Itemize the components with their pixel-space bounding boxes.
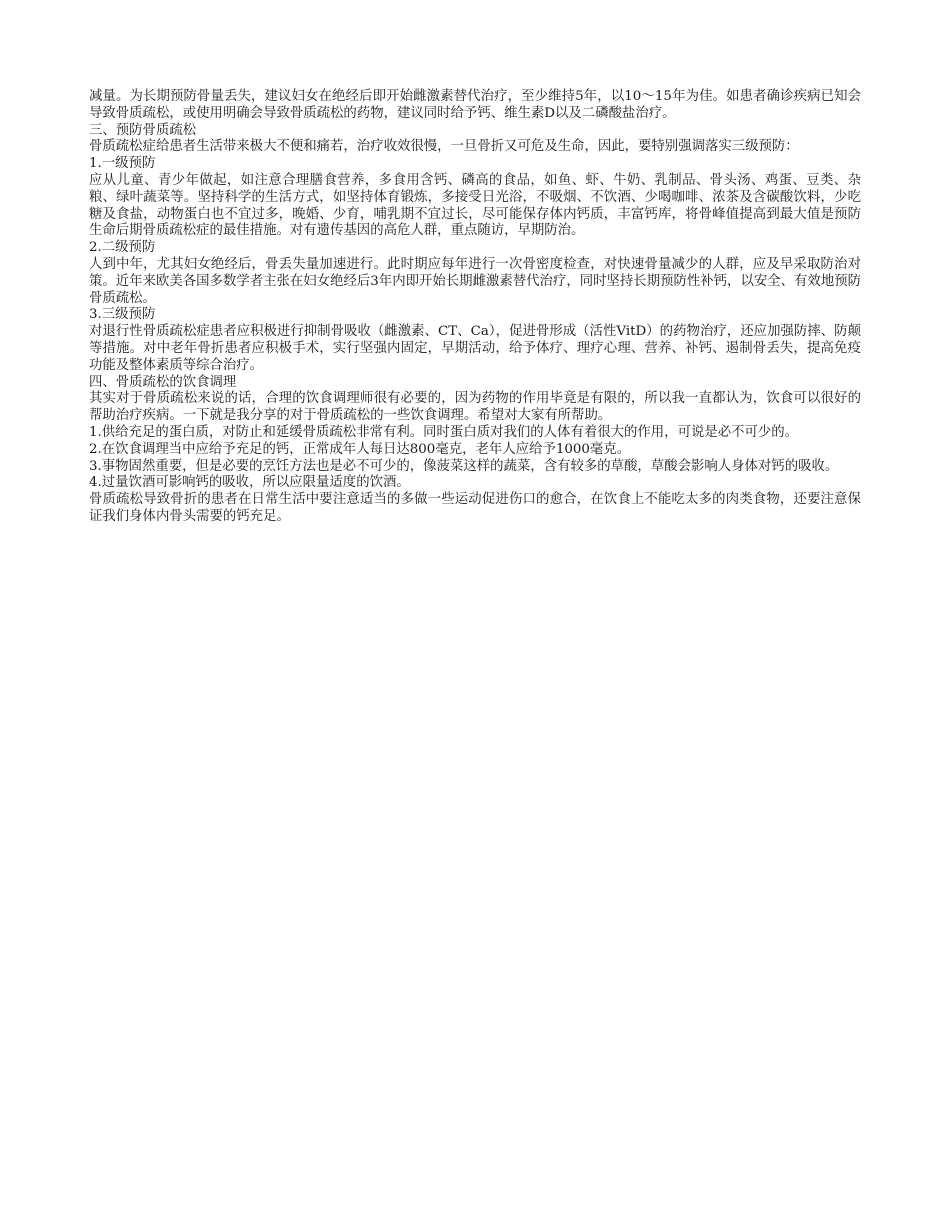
paragraph-hrt-intro: 减量。为长期预防骨量丢失，建议妇女在绝经后即开始雌激素替代治疗，至少维持5年，以10～15年为佳。如患者确诊疾病已知会导致骨质疏松，或使用明确会导致骨质疏松的药物，建议同时给予钙、维生素D以及二磷酸盐治疗。 (89, 89, 861, 121)
section-heading-diet: 四、骨质疏松的饮食调理 (89, 374, 237, 390)
paragraph-tertiary-prevention: 对退行性骨质疏松症患者应积极进行抑制骨吸收（雌激素、CT、Ca），促进骨形成（活性VitD）的药物治疗，还应加强防摔、防颠等措施。对中老年骨折患者应积极手术，实行坚强内固定，早期活动，给予体疗、理疗心理、营养、补钙、遏制骨丢失，提高免疫功能及整体素质等综合治疗。 (89, 324, 861, 373)
paragraph-primary-prevention: 应从儿童、青少年做起，如注意合理膳食营养，多食用含钙、磷高的食品，如鱼、虾、牛奶、乳制品、骨头汤、鸡蛋、豆类、杂粮、绿叶蔬菜等。坚持科学的生活方式，如坚持体育锻炼，多接受日光浴，不吸烟、不饮酒、少喝咖啡、浓茶及含碳酸饮料，少吃糖及食盐，动物蛋白也不宜过多，晚婚、少育，哺乳期不宜过长，尽可能保存体内钙质，丰富钙库，将骨峰值提高到最大值是预防生命后期骨质疏松症的最佳措施。对有遗传基因的高危人群，重点随访，早期防治。 (89, 172, 861, 239)
paragraph-conclusion: 骨质疏松导致骨折的患者在日常生活中要注意适当的多做一些运动促进伤口的愈合，在饮食上不能吃太多的肉类食物，还要注意保证我们身体内骨头需要的钙充足。 (89, 492, 861, 524)
diet-item-calcium: 2.在饮食调理当中应给予充足的钙，正常成年人每日达800毫克，老年人应给予1000毫克。 (89, 441, 631, 457)
paragraph-prevention-intro: 骨质疏松症给患者生活带来极大不便和痛若，治疗收效很慢，一旦骨折又可危及生命，因此，要特别强调落实三级预防： (89, 139, 799, 155)
subheading-tertiary-prevention: 3.三级预防 (89, 307, 156, 323)
subheading-primary-prevention: 1.一级预防 (89, 156, 156, 172)
diet-item-protein: 1.供给充足的蛋白质，对防止和延缓骨质疏松非常有利。同时蛋白质对我们的人体有着很大的作用，可说是必不可少的。 (89, 424, 799, 440)
paragraph-diet-intro: 其实对于骨质疏松来说的话，合理的饮食调理师很有必要的，因为药物的作用毕竟是有限的，所以我一直都认为，饮食可以很好的帮助治疗疾病。一下就是我分享的对于骨质疏松的一些饮食调理。希望对大家有所帮助。 (89, 391, 861, 424)
subheading-secondary-prevention: 2.二级预防 (89, 240, 156, 256)
section-heading-prevention: 三、预防骨质疏松 (89, 122, 197, 138)
diet-item-cooking: 3.事物固然重要，但是必要的烹饪方法也是必不可少的，像菠菜这样的蔬菜，含有较多的草酸，草酸会影响人身体对钙的吸收。 (89, 458, 839, 474)
paragraph-secondary-prevention: 人到中年，尤其妇女绝经后，骨丢失量加速进行。此时期应每年进行一次骨密度检查，对快速骨量减少的人群，应及早采取防治对策。近年来欧美各国多数学者主张在妇女绝经后3年内即开始长期雌激素替代治疗，同时坚持长期预防性补钙，以安全、有效地预防骨质疏松。 (89, 256, 861, 306)
document-body (89, 89, 861, 526)
diet-item-alcohol: 4.过量饮酒可影响钙的吸收，所以应限量适度的饮酒。 (89, 475, 410, 491)
